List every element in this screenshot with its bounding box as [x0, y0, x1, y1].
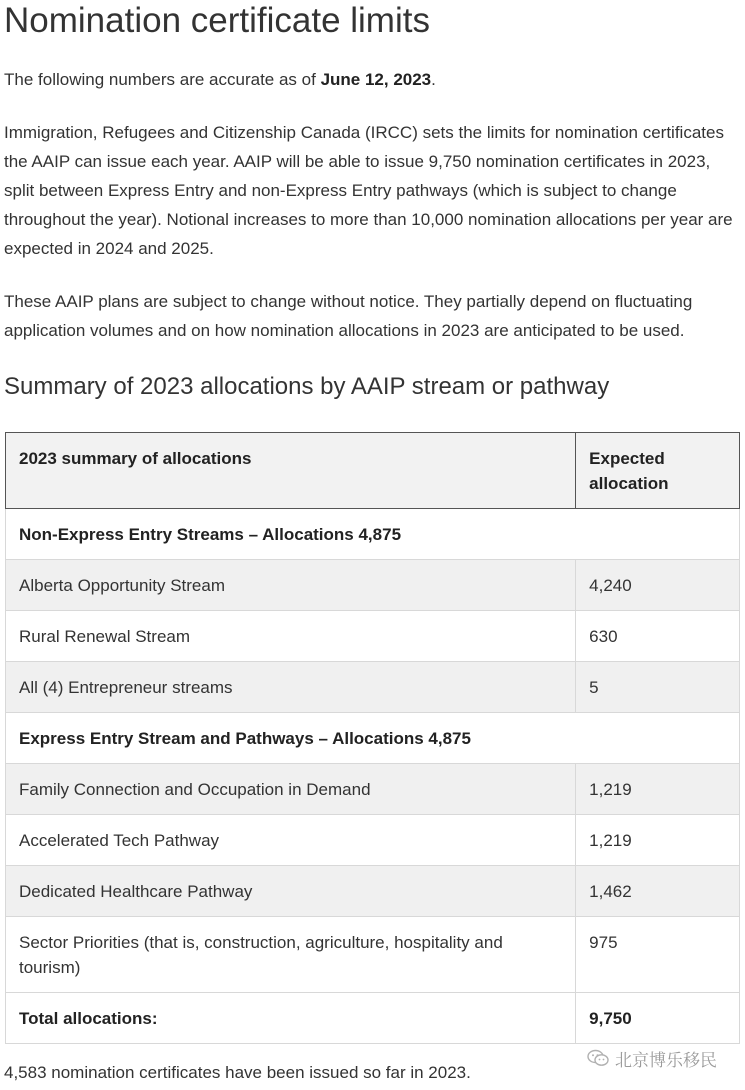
total-label: Total allocations: — [6, 993, 576, 1044]
stream-name: All (4) Entrepreneur streams — [6, 662, 576, 713]
stream-name: Family Connection and Occupation in Demand — [6, 764, 576, 815]
intro-paragraph — [4, 65, 740, 94]
table-row — [6, 662, 740, 713]
header-expected-allocation: Expected allocation — [576, 433, 740, 509]
watermark-text: 北京博乐移民 — [615, 1050, 717, 1070]
allocations-table — [5, 432, 740, 1044]
stream-allocation: 4,240 — [576, 560, 740, 611]
group-label: Express Entry Stream and Pathways – Allocations 4,875 — [6, 713, 740, 764]
total-row — [6, 993, 740, 1044]
issued-count-text: 4,583 nomination certificates have been issued so far in 2023. — [4, 1063, 471, 1082]
stream-allocation: 5 — [576, 662, 740, 713]
stream-allocation: 1,219 — [576, 815, 740, 866]
table-row — [6, 611, 740, 662]
table-row — [6, 764, 740, 815]
intro-date: June 12, 2023 — [320, 70, 432, 89]
ircc-paragraph: Immigration, Refugees and Citizenship Canada (IRCC) sets the limits for nomination certificates the AAIP can issue each year. AAIP will be able to issue 9,750 nomination certificates in 2023, split between Express Entry and non-Express Entry pathways (which is subject to change throughout the year). Notional increases to more than 10,000 nomination allocations per year are expected in 2024 and 2025. — [4, 123, 733, 258]
intro-suffix: . — [431, 70, 436, 89]
table-row — [6, 560, 740, 611]
stream-name: Accelerated Tech Pathway — [6, 815, 576, 866]
header-summary: 2023 summary of allocations — [6, 433, 576, 509]
wechat-icon — [587, 1049, 609, 1067]
group-row-non-express-entry — [6, 509, 740, 560]
intro-prefix: The following numbers are accurate as of — [4, 70, 321, 89]
group-row-express-entry — [6, 713, 740, 764]
plans-paragraph: These AAIP plans are subject to change without notice. They partially depend on fluctuating application volumes and on how nomination allocations in 2023 are anticipated to be used. — [4, 292, 693, 340]
stream-allocation: 1,219 — [576, 764, 740, 815]
stream-name: Sector Priorities (that is, construction, agriculture, hospitality and tourism) — [6, 917, 576, 993]
watermark — [587, 1044, 717, 1072]
table-header-row — [6, 433, 740, 509]
group-label: Non-Express Entry Streams – Allocations 4,875 — [6, 509, 740, 560]
stream-name: Rural Renewal Stream — [6, 611, 576, 662]
table-row — [6, 917, 740, 993]
page-title: Nomination certificate limits — [4, 1, 430, 40]
table-row — [6, 866, 740, 917]
stream-allocation: 630 — [576, 611, 740, 662]
stream-allocation: 975 — [576, 917, 740, 993]
section-heading: Summary of 2023 allocations by AAIP stream or pathway — [4, 373, 610, 400]
stream-allocation: 1,462 — [576, 866, 740, 917]
stream-name: Alberta Opportunity Stream — [6, 560, 576, 611]
stream-name: Dedicated Healthcare Pathway — [6, 866, 576, 917]
total-value: 9,750 — [576, 993, 740, 1044]
table-row — [6, 815, 740, 866]
